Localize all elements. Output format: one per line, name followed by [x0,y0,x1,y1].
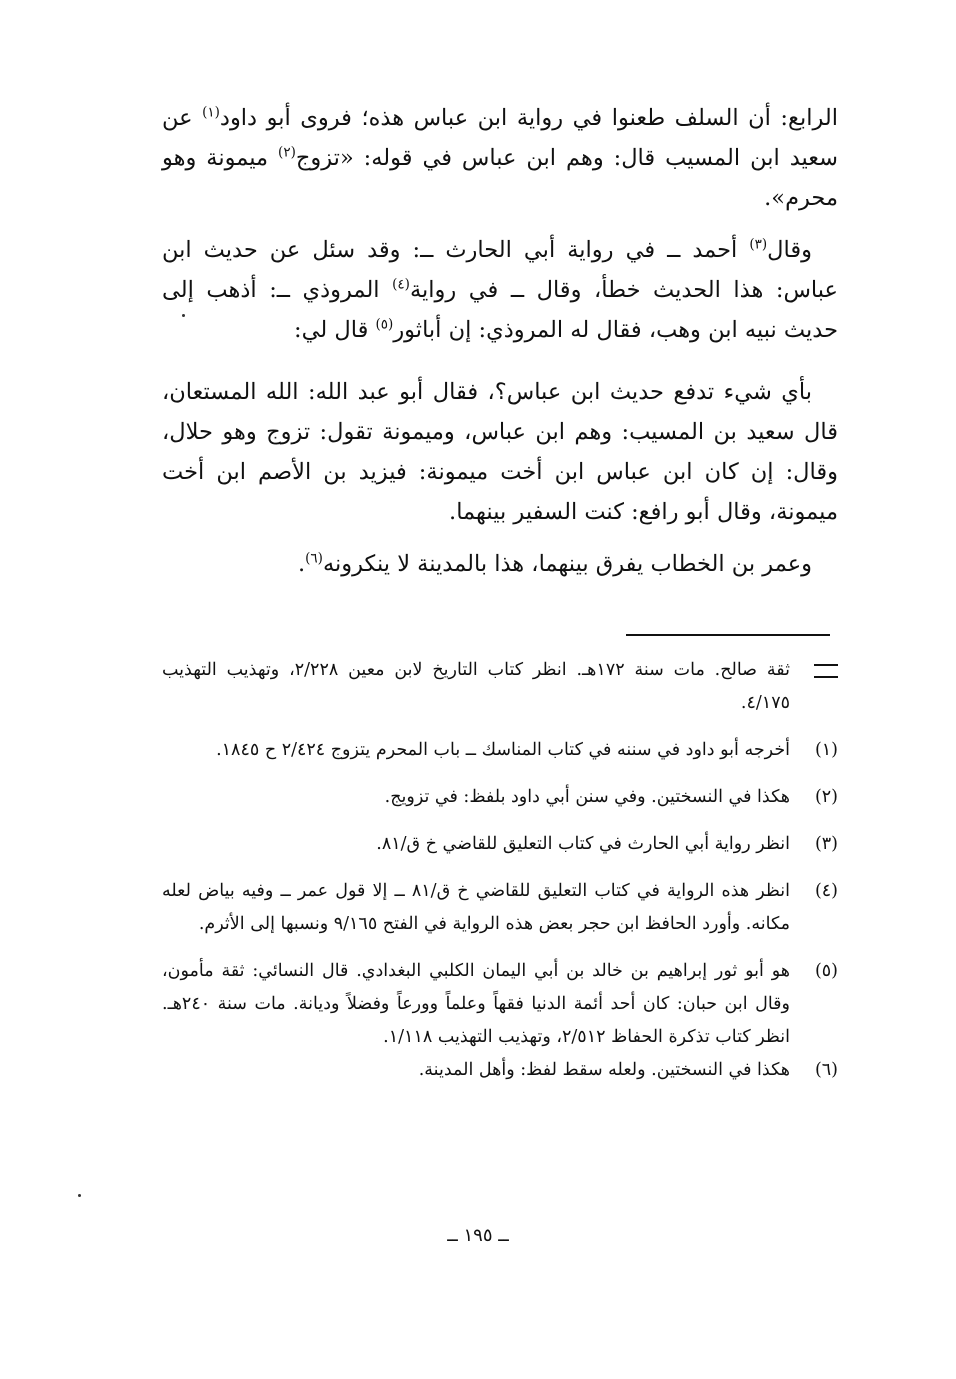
main-text [162,98,838,596]
paragraph-text: وعمر بن الخطاب يفرق بينهما، هذا بالمدينة لا ينكرونه [322,551,812,577]
footnote-4 [162,875,838,941]
footnote-6 [162,1054,838,1087]
paragraph-text: ميمونة وهو محرم». [162,145,838,211]
footnote-number: (٣) [814,834,838,854]
footnote-continuation [162,654,838,720]
paragraph-text: قال لي: [294,317,376,343]
footnote-text: انظر رواية أبي الحارث في كتاب التعليق للقاضي خ ق/٨١. [376,834,790,854]
footnote-number: (٥) [814,961,838,981]
footnote-text: انظر هذه الرواية في كتاب التعليق للقاضي خ ق/٨١ ــ إلا قول عمر ــ وفيه بياض لعله مكانه. وأورد الحافظ ابن حجر بعض هذه الرواية في الفتح ٩/١٦٥ ونسبها إلى الأثرم. [162,881,790,934]
footnote-ref: (٤) [392,276,410,293]
speck [182,314,185,317]
paragraph-text: الرابع: أن السلف طعنوا في رواية ابن عباس هذه؛ فروى أبو داود [219,105,838,131]
footnote-3 [162,828,838,861]
paragraph-text: أحمد ــ في رواية أبي الحارث ــ: وقد سئل عن حديث ابن عباس: هذا الحديث خطأ، وقال ــ في رواية [162,237,838,303]
footnote-ref: (٥) [375,316,394,333]
footnote-5 [162,955,838,1054]
continuation-mark [790,654,838,690]
footnote-number: (١) [814,740,838,760]
paragraph-text: وقال [767,237,812,263]
footnote-number: (٦) [814,1060,838,1080]
footnote-text: هكذا في النسختين. وفي سنن أبي داود بلفظ: في تزويج. [384,787,790,807]
footnote-ref: (٢) [278,144,296,161]
paragraph-text: المروذي ــ: أذهب إلى حديث نبيه ابن وهب، فقال له المروذي: إن أباثور [162,277,838,343]
footnote-number: (٤) [814,881,838,901]
footnote-ref: (٦) [305,550,323,567]
paragraph-text: . [297,551,306,577]
footnote-separator [626,634,830,636]
equals-icon [814,664,838,678]
footnote-ref: (٣) [749,236,768,253]
footnote-text: هكذا في النسختين. ولعله سقط لفظ: وأهل المدينة. [418,1060,790,1080]
page-number: ــ ١٩٥ ــ [447,1225,509,1246]
paragraph-text: عن سعيد ابن المسيب قال: وهم ابن عباس في قوله: «تزوج [162,105,838,171]
footnote-text: أخرجه أبو داود في سننه في كتاب المناسك ــ باب المحرم يتزوج ٢/٤٢٤ ح ١٨٤٥. [216,740,790,760]
paragraph-3: بأي شيء تدفع حديث ابن عباس؟، فقال أبو عبد الله: الله المستعان، قال سعيد بن المسيب: وهم ابن عباس، وميمونة تقول: تزوج وهو حلال، وقال: إن كان ابن عباس ابن أخت ميمونة: فيزيد بن الأصم ابن أخت ميمونة، وقال أبو رافع: كنت السفير بينهما. [162,379,838,525]
footnote-text: ثقة صالح. مات سنة ١٧٢هـ. انظر كتاب التاريخ لابن معين ٢/٢٢٨، وتهذيب التهذيب ٤/١٧٥. [162,660,790,713]
footnote-text: هو أبو ثور إبراهيم بن خالد بن أبي اليمان الكلبي البغدادي. قال النسائي: ثقة مأمون، وقال ابن حبان: كان أحد أئمة الدنيا فقهاً وعلماً وورعاً وفضلاً وديانة. مات سنة ٢٤٠هـ. انظر كتاب تذكرة الحفاظ ٢/٥١٢، وتهذيب التهذيب ١/١١٨. [162,961,790,1047]
paragraph-4 [162,544,838,584]
paragraph-2 [162,230,838,350]
footnote-number: (٢) [814,787,838,807]
footnote-ref: (١) [202,104,220,121]
footnotes [162,654,838,1101]
speck [78,1194,81,1197]
footnote-2 [162,781,838,814]
paragraph-1 [162,98,838,218]
footnote-1 [162,734,838,767]
